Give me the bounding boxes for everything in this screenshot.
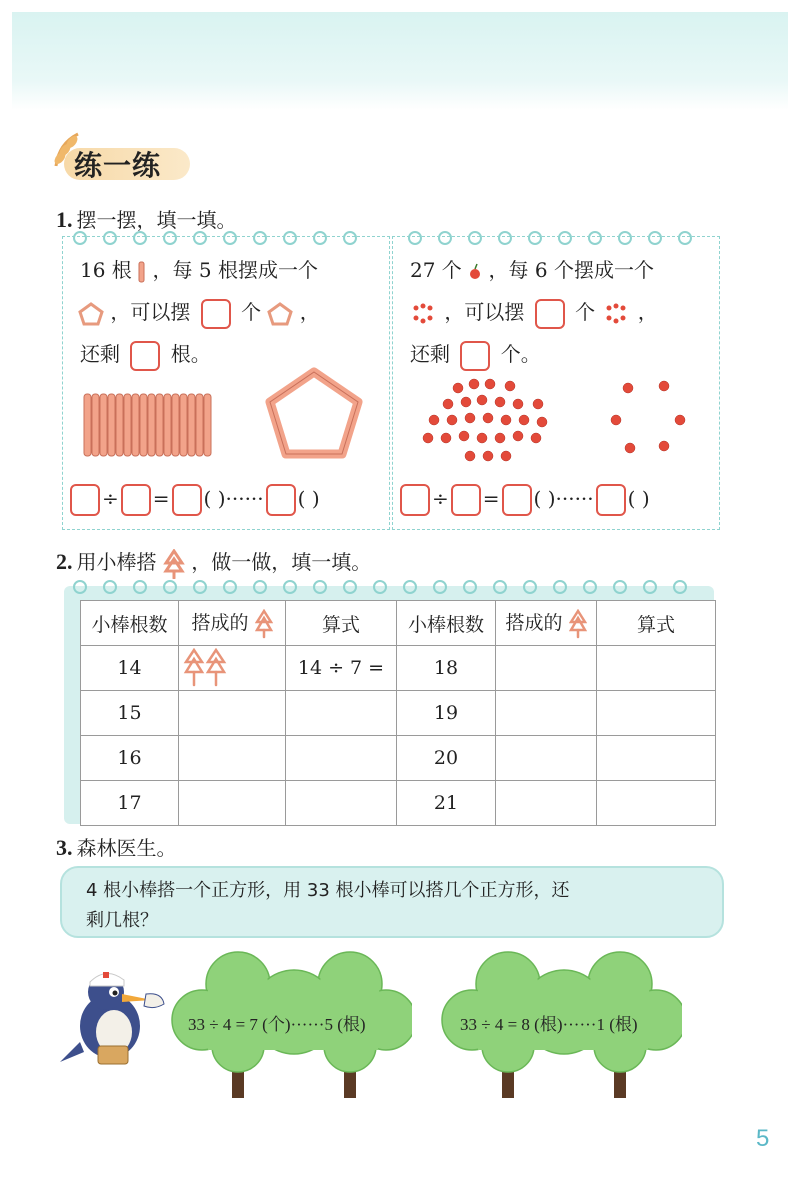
formula-cell[interactable]: 14 ÷ 7 =	[286, 646, 397, 691]
answer-box[interactable]	[451, 484, 481, 516]
table-row	[81, 691, 716, 736]
q1-right-line3	[410, 334, 541, 374]
answer-box[interactable]	[70, 484, 100, 516]
cherry-group-icon	[408, 303, 438, 325]
equals-sign: =	[482, 486, 500, 511]
q3-heading	[56, 832, 177, 861]
problem-line: 剩几根？	[86, 910, 158, 931]
page-number: 5	[756, 1125, 770, 1152]
section-badge	[48, 130, 198, 186]
header-cell: 小棒根数	[397, 601, 496, 646]
built-shape-cell[interactable]	[179, 736, 286, 781]
built-shape-cell[interactable]	[179, 691, 286, 736]
formula-cell[interactable]	[286, 691, 397, 736]
formula-cell[interactable]	[597, 781, 716, 826]
answer-box[interactable]	[130, 341, 160, 371]
q1-right-remain-unit: 个。	[500, 342, 541, 366]
q1-left-equation	[68, 484, 320, 516]
answer-box[interactable]	[535, 299, 565, 329]
section-title: 练一练	[74, 149, 162, 182]
stick-tree-icon	[183, 648, 229, 688]
stick-count-cell: 21	[397, 781, 496, 826]
table-header-row	[81, 601, 716, 646]
stick-count-cell: 18	[397, 646, 496, 691]
answer-box[interactable]	[400, 484, 430, 516]
q1-right-rule: ，每 6 个摆成一个	[488, 258, 654, 282]
formula-cell[interactable]	[597, 646, 716, 691]
unit-paren: ( )	[297, 486, 320, 511]
answer-box[interactable]	[502, 484, 532, 516]
q2-heading	[56, 546, 371, 579]
built-shape-cell	[179, 646, 286, 691]
comma: ，	[299, 300, 320, 324]
tree1-equation[interactable]: 33 ÷ 4 = 7 (个)······5 (根)	[188, 1015, 366, 1034]
cherry-group-icon	[601, 303, 631, 325]
q1-left-count: 16 根	[80, 258, 132, 282]
answer-box[interactable]	[121, 484, 151, 516]
comma: ，	[637, 300, 658, 324]
answer-box[interactable]	[460, 341, 490, 371]
q3-number: 3.	[56, 835, 73, 860]
pentagon-icon	[267, 302, 293, 326]
unit-paren: ( )	[627, 486, 650, 511]
q1-right-equation	[398, 484, 650, 516]
sticks-table	[80, 600, 716, 826]
stick-tree-icon	[569, 609, 587, 639]
stick-count-cell: 15	[81, 691, 179, 736]
pentagon-icon	[78, 302, 104, 326]
header-cell: 算式	[286, 601, 397, 646]
header-cell: 小棒根数	[81, 601, 179, 646]
cherry-icon	[468, 263, 482, 281]
q1-left-unit: 个	[241, 300, 262, 324]
answer-box[interactable]	[172, 484, 202, 516]
built-shape-cell[interactable]	[179, 781, 286, 826]
woodpecker-doctor-icon	[58, 962, 170, 1068]
stick-count-cell: 19	[397, 691, 496, 736]
stick-tree-icon	[255, 609, 273, 639]
table-row	[81, 781, 716, 826]
problem-bubble	[60, 866, 724, 938]
answer-box[interactable]	[596, 484, 626, 516]
q1-left-rule: ，每 5 根摆成一个	[152, 258, 318, 282]
unit-paren: ( )	[533, 486, 556, 511]
cherry-pile-icon	[418, 374, 558, 470]
formula-cell[interactable]	[597, 736, 716, 781]
stick-count-cell: 14	[81, 646, 179, 691]
header-cell	[179, 601, 286, 646]
q1-right-count: 27 个	[410, 258, 462, 282]
answer-box[interactable]	[201, 299, 231, 329]
header-cell: 算式	[597, 601, 716, 646]
stick-count-cell: 17	[81, 781, 179, 826]
q1-left-remain-label: 还剩	[80, 342, 120, 366]
q1-right-remain-label: 还剩	[410, 342, 450, 366]
table-row	[81, 646, 716, 691]
stick-icon	[138, 261, 146, 283]
pentagon-sticks-icon	[262, 366, 366, 462]
formula-cell[interactable]	[286, 781, 397, 826]
q1-right-line2	[408, 292, 658, 332]
q1-left-line2	[78, 292, 320, 332]
remainder-dots: ······	[555, 486, 594, 511]
built-shape-cell[interactable]	[496, 736, 597, 781]
q1-left-line1	[80, 250, 318, 290]
problem-line: 4 根小棒搭一个正方形，用 33 根小棒可以搭几个正方形，还	[86, 880, 570, 901]
q1-number: 1.	[56, 207, 73, 232]
q2-title-a: 用小棒搭	[76, 550, 157, 574]
unit-paren: ( )	[203, 486, 226, 511]
q1-title: 摆一摆，填一填。	[76, 208, 237, 232]
q3-title: 森林医生。	[76, 836, 177, 860]
table-row	[81, 736, 716, 781]
q1-right-can-make: ，可以摆	[444, 300, 525, 324]
spiral-rings-icon	[70, 228, 720, 248]
q1-left-line3	[80, 334, 211, 374]
built-shape-cell[interactable]	[496, 646, 597, 691]
built-shape-cell[interactable]	[496, 781, 597, 826]
stick-count-cell: 16	[81, 736, 179, 781]
remainder-dots: ······	[225, 486, 264, 511]
divide-sign: ÷	[432, 486, 449, 511]
built-shape-cell[interactable]	[496, 691, 597, 736]
answer-box[interactable]	[266, 484, 296, 516]
header-band	[12, 12, 788, 110]
equals-sign: =	[152, 486, 170, 511]
sticks-bundle-icon	[82, 392, 222, 462]
q1-right-unit: 个	[575, 300, 596, 324]
tree2-equation[interactable]: 33 ÷ 4 = 8 (根)······1 (根)	[460, 1015, 638, 1034]
q2-number: 2.	[56, 549, 73, 574]
q1-left-can-make: ，可以摆	[110, 300, 191, 324]
q1-right-line1	[410, 250, 654, 290]
spiral-rings-icon	[70, 578, 710, 596]
divide-sign: ÷	[102, 486, 119, 511]
formula-cell[interactable]	[597, 691, 716, 736]
cherry-circle-icon	[606, 374, 690, 460]
header-label: 搭成的	[505, 611, 563, 634]
stick-tree-icon	[163, 549, 185, 579]
formula-cell[interactable]	[286, 736, 397, 781]
q2-title-b: ，做一做，填一填。	[191, 550, 372, 574]
header-cell	[496, 601, 597, 646]
header-label: 搭成的	[191, 611, 249, 634]
q1-left-remain-unit: 根。	[170, 342, 211, 366]
stick-count-cell: 20	[397, 736, 496, 781]
